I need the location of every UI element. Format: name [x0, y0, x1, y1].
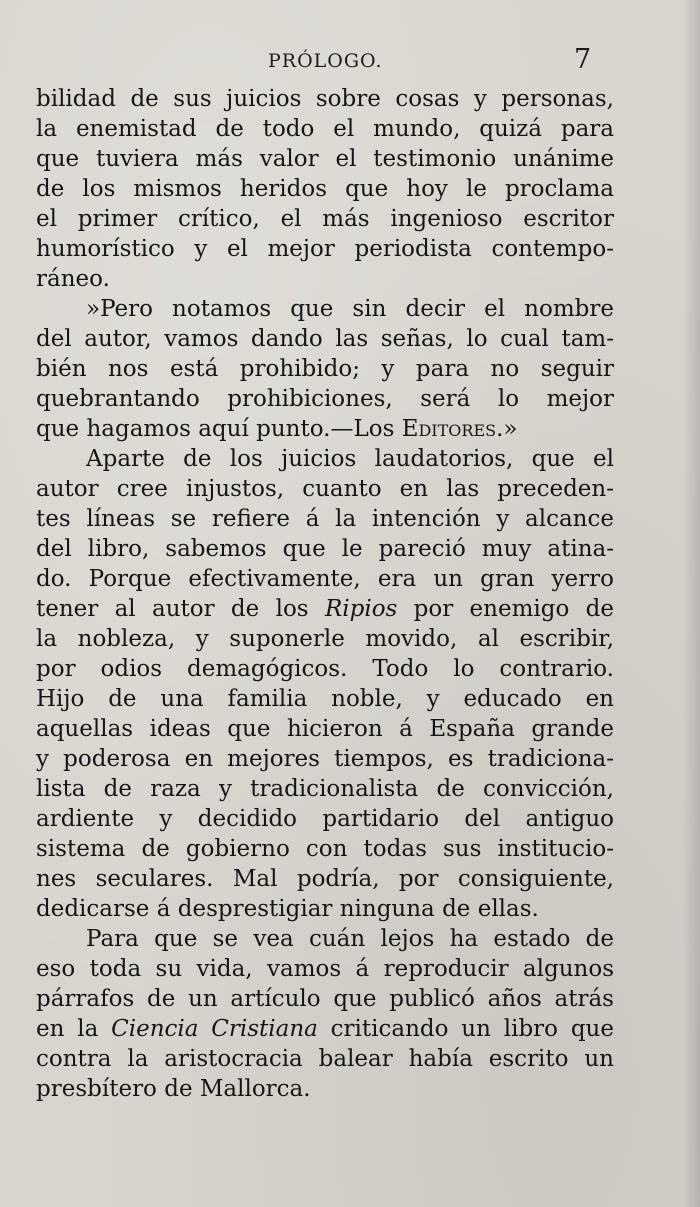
text-line: bién nos está prohibido; y para no seguir: [36, 356, 614, 382]
text-line: bilidad de sus juicios sobre cosas y personas,: [36, 86, 614, 112]
text-line: quebrantando prohibiciones, será lo mejor: [36, 386, 614, 412]
text-line: ardiente y decidido partidario del antiguo: [36, 806, 614, 832]
body-text: [36, 84, 614, 1104]
text-line: la nobleza, y suponerle movido, al escribir,: [36, 626, 614, 652]
text-line: del libro, sabemos que le pareció muy atina-: [36, 536, 614, 562]
text-line: la enemistad de todo el mundo, quizá para: [36, 116, 614, 142]
text-line: de los mismos heridos que hoy le proclama: [36, 176, 614, 202]
text-line: nes seculares. Mal podría, por consiguiente,: [36, 866, 614, 892]
text-line: tes líneas se refiere á la intención y alcance: [36, 506, 614, 532]
book-title-ripios: Ripios: [324, 596, 398, 622]
text-segment: por enemigo de: [397, 596, 614, 622]
text-line: do. Porque efectivamente, era un gran yerro: [36, 566, 614, 592]
text-line: autor cree injustos, cuanto en las preceden-: [36, 476, 614, 502]
text-line: [36, 594, 614, 624]
text-segment: criticando un libro que: [317, 1016, 614, 1042]
text-line: Hijo de una familia noble, y educado en: [36, 686, 614, 712]
text-segment: .»: [496, 416, 518, 442]
text-line: lista de raza y tradicionalista de convicción,: [36, 776, 614, 802]
text-line: del autor, vamos dando las señas, lo cual tam-: [36, 326, 614, 352]
text-segment: que hagamos aquí punto.—Los: [36, 416, 402, 442]
journal-title-ciencia-cristiana: Ciencia Cristiana: [111, 1016, 318, 1042]
text-line: párrafos de un artículo que publicó años atrás: [36, 986, 614, 1012]
running-head: PRÓLOGO.: [268, 50, 383, 72]
text-line: el primer crítico, el más ingenioso escritor: [36, 206, 614, 232]
text-line: y poderosa en mejores tiempos, es tradiciona-: [36, 746, 614, 772]
text-line: [36, 414, 614, 444]
text-line: Aparte de los juicios laudatorios, que el: [86, 446, 614, 472]
text-line: eso toda su vida, vamos á reproducir algunos: [36, 956, 614, 982]
text-line: que tuviera más valor el testimonio unánime: [36, 146, 614, 172]
page-header: [0, 44, 700, 78]
text-line: sistema de gobierno con todas sus institucio-: [36, 836, 614, 862]
page-number: 7: [574, 44, 592, 75]
text-line: »Pero notamos que sin decir el nombre: [86, 296, 614, 322]
text-segment: tener al autor de los: [36, 596, 325, 622]
text-line: por odios demagógicos. Todo lo contrario.: [36, 656, 614, 682]
text-line: aquellas ideas que hicieron á España grande: [36, 716, 614, 742]
text-line: ráneo.: [36, 266, 110, 292]
editors-signature: Editores: [401, 416, 497, 442]
text-line: dedicarse á desprestigiar ninguna de ellas.: [36, 896, 539, 922]
text-line: humorístico y el mejor periodista contempo-: [36, 236, 614, 262]
text-line: Para que se vea cuán lejos ha estado de: [86, 926, 614, 952]
page-edge-shadow: [682, 0, 700, 1207]
text-segment: en la: [36, 1016, 112, 1042]
text-line: [36, 1014, 614, 1044]
text-line: contra la aristocracia balear había escrito un: [36, 1046, 614, 1072]
text-line: presbítero de Mallorca.: [36, 1076, 311, 1102]
